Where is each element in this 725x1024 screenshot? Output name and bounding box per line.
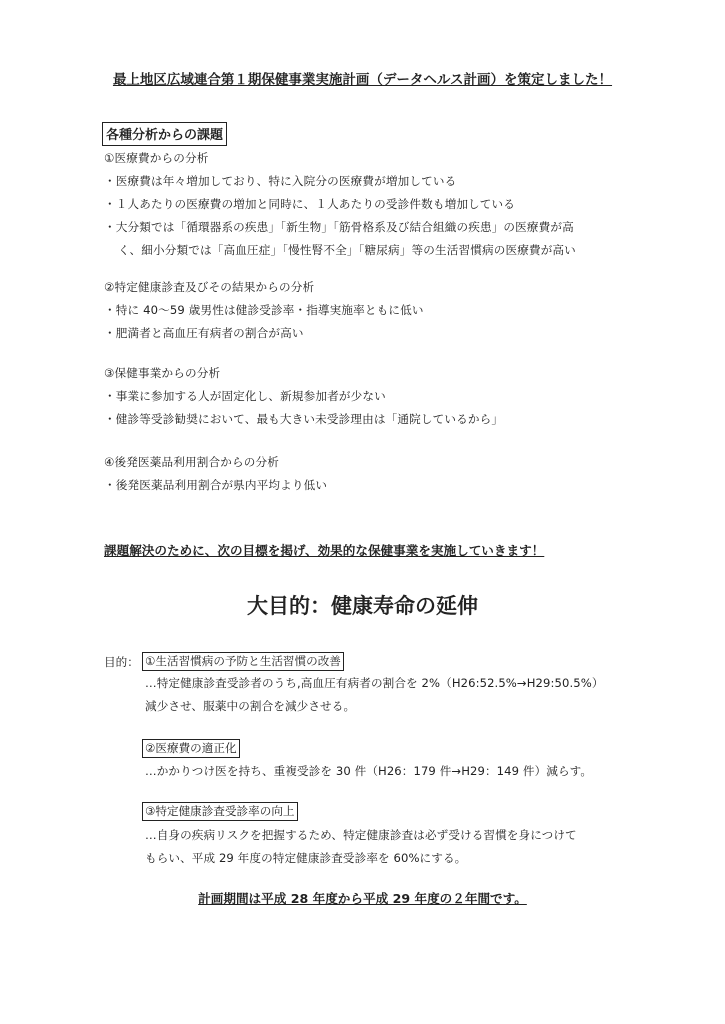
issue-line: ・事業に参加する人が固定化し、新規参加者が少ない [104, 389, 386, 403]
issue-section-heading: ①医療費からの分析 [104, 151, 209, 165]
document-title: 最上地区広域連合第１期保健事業実施計画（データヘルス計画）を策定しました！ [112, 72, 613, 88]
issue-line: ・後発医薬品利用割合が県内平均より低い [104, 478, 328, 492]
objective-detail: もらい、平成 29 年度の特定健康診査受診率を 60%にする。 [145, 851, 467, 865]
plan-period: 計画期間は平成 28 年度から平成 29 年度の２年間です。 [198, 891, 527, 906]
issue-line: ・１人あたりの医療費の増加と同時に、１人あたりの受診件数も増加している [104, 197, 516, 211]
issues-heading: 各種分析からの課題 [102, 122, 227, 146]
objective-title: ②医療費の適正化 [142, 739, 240, 758]
issue-section-heading: ③保健事業からの分析 [104, 366, 221, 380]
issue-line: ・医療費は年々増加しており、特に入院分の医療費が増加している [104, 174, 457, 188]
objective-title: ③特定健康診査受診率の向上 [142, 802, 298, 821]
issue-line: ・特に 40～59 歳男性は健診受診率・指導実施率ともに低い [104, 303, 424, 317]
issue-line: ・肥満者と高血圧有病者の割合が高い [104, 326, 304, 340]
objective-detail: …自身の疾病リスクを把握するため、特定健康診査は必ず受ける習慣を身につけて [145, 828, 577, 842]
issue-section-heading: ④後発医薬品利用割合からの分析 [104, 455, 279, 469]
issue-line: ・健診等受診勧奨において、最も大きい未受診理由は「通院しているから」 [104, 412, 504, 426]
objective-detail: 減少させ、服薬中の割合を減少させる。 [145, 699, 356, 713]
objectives-prefix: 目的： [104, 655, 139, 669]
issue-section-heading: ②特定健康診査及びその結果からの分析 [104, 280, 315, 294]
objective-detail: …特定健康診査受診者のうち,高血圧有病者の割合を 2%（H26:52.5%→H29:50.5%） [145, 676, 604, 690]
goal-statement: 課題解決のために、次の目標を掲げ、効果的な保健事業を実施していきます！ [104, 543, 545, 558]
issue-line: ・大分類では「循環器系の疾患」「新生物」「筋骨格系及び結合組織の疾患」の医療費が高 [104, 220, 574, 234]
objective-title: ①生活習慣病の予防と生活習慣の改善 [142, 652, 344, 671]
main-goal: 大目的：健康寿命の延伸 [247, 594, 478, 618]
objective-detail: …かかりつけ医を持ち、重複受診を 30 件（H26：179 件→H29：149 件）減らす。 [145, 764, 593, 778]
issue-line: く、細小分類では「高血圧症」「慢性腎不全」「糖尿病」等の生活習慣病の医療費が高い [118, 243, 576, 257]
